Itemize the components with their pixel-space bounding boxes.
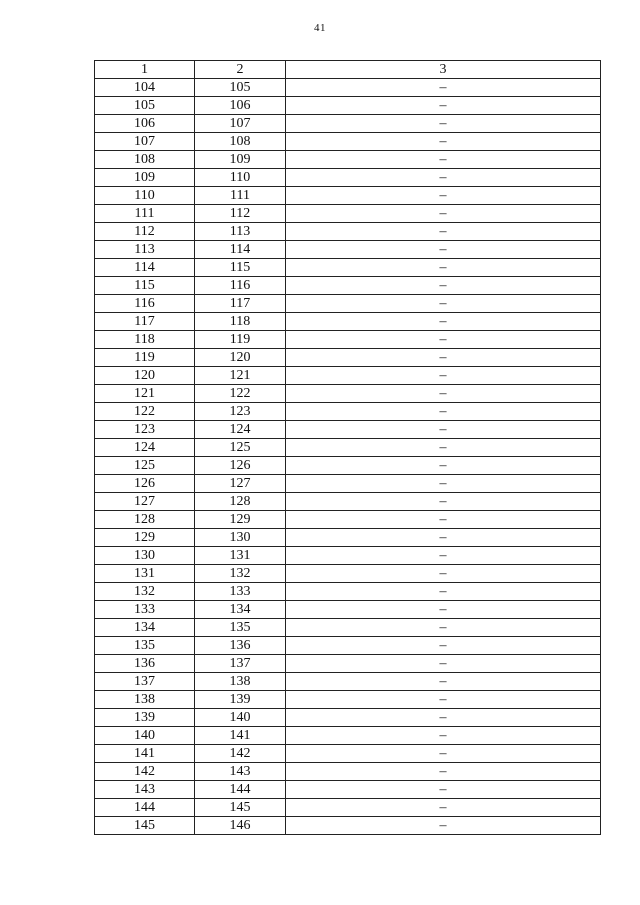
table-row (95, 547, 601, 565)
page-number: 41 (314, 22, 326, 34)
table-cell-col-1: 123 (95, 421, 195, 439)
table-row (95, 259, 601, 277)
table-cell-col-3: – (286, 241, 601, 259)
table-row (95, 97, 601, 115)
table-cell-col-2: 127 (195, 475, 286, 493)
table-cell-col-2: 144 (195, 781, 286, 799)
table-row (95, 619, 601, 637)
table-cell-col-3: – (286, 529, 601, 547)
table-cell-col-2: 132 (195, 565, 286, 583)
table-cell-col-2: 146 (195, 817, 286, 835)
table-body (95, 79, 601, 835)
table-header (95, 61, 601, 79)
table-cell-col-3: – (286, 439, 601, 457)
table-cell-col-3: – (286, 619, 601, 637)
table-cell-col-2: 125 (195, 439, 286, 457)
table-cell-col-1: 106 (95, 115, 195, 133)
table-cell-col-2: 129 (195, 511, 286, 529)
table-row (95, 241, 601, 259)
table-cell-col-3: – (286, 493, 601, 511)
table-cell-col-1: 110 (95, 187, 195, 205)
table-row (95, 799, 601, 817)
table-cell-col-3: – (286, 457, 601, 475)
table-cell-col-2: 106 (195, 97, 286, 115)
table-row (95, 439, 601, 457)
table-cell-col-1: 141 (95, 745, 195, 763)
table-cell-col-1: 144 (95, 799, 195, 817)
table-cell-col-2: 142 (195, 745, 286, 763)
table-cell-col-1: 140 (95, 727, 195, 745)
table-cell-col-2: 105 (195, 79, 286, 97)
table-row (95, 457, 601, 475)
table-cell-col-1: 145 (95, 817, 195, 835)
table-cell-col-2: 108 (195, 133, 286, 151)
table-cell-col-3: – (286, 511, 601, 529)
table-cell-col-3: – (286, 169, 601, 187)
table-cell-col-3: – (286, 97, 601, 115)
table-cell-col-3: – (286, 799, 601, 817)
table-cell-col-3: – (286, 709, 601, 727)
table-cell-col-1: 133 (95, 601, 195, 619)
table-row (95, 583, 601, 601)
table-row (95, 781, 601, 799)
table-cell-col-2: 134 (195, 601, 286, 619)
table-cell-col-1: 137 (95, 673, 195, 691)
column-header-2: 2 (195, 61, 286, 79)
table-cell-col-2: 107 (195, 115, 286, 133)
table-row (95, 673, 601, 691)
table-cell-col-2: 118 (195, 313, 286, 331)
table-cell-col-1: 116 (95, 295, 195, 313)
table-row (95, 655, 601, 673)
table-row (95, 691, 601, 709)
table-cell-col-3: – (286, 565, 601, 583)
table-cell-col-3: – (286, 727, 601, 745)
table-row (95, 709, 601, 727)
table-cell-col-1: 113 (95, 241, 195, 259)
table-cell-col-1: 114 (95, 259, 195, 277)
table-row (95, 385, 601, 403)
table-cell-col-1: 111 (95, 205, 195, 223)
table-row (95, 313, 601, 331)
table-cell-col-1: 132 (95, 583, 195, 601)
data-table (94, 60, 601, 835)
table-cell-col-2: 130 (195, 529, 286, 547)
table-cell-col-1: 121 (95, 385, 195, 403)
table-cell-col-2: 128 (195, 493, 286, 511)
table-cell-col-1: 112 (95, 223, 195, 241)
table-cell-col-3: – (286, 205, 601, 223)
table-row (95, 565, 601, 583)
table-row (95, 745, 601, 763)
table-cell-col-2: 145 (195, 799, 286, 817)
table-row (95, 223, 601, 241)
table-cell-col-1: 134 (95, 619, 195, 637)
table-cell-col-3: – (286, 601, 601, 619)
table-cell-col-3: – (286, 367, 601, 385)
table-cell-col-1: 118 (95, 331, 195, 349)
table-cell-col-2: 126 (195, 457, 286, 475)
table-cell-col-3: – (286, 313, 601, 331)
table-row (95, 151, 601, 169)
table-cell-col-1: 139 (95, 709, 195, 727)
table-row (95, 403, 601, 421)
table-row (95, 187, 601, 205)
column-header-1: 1 (95, 61, 195, 79)
table-cell-col-3: – (286, 403, 601, 421)
table-cell-col-1: 108 (95, 151, 195, 169)
table-cell-col-3: – (286, 79, 601, 97)
table-cell-col-1: 131 (95, 565, 195, 583)
table-cell-col-3: – (286, 277, 601, 295)
table-cell-col-3: – (286, 673, 601, 691)
table-header-row (95, 61, 601, 79)
table-row (95, 421, 601, 439)
table-cell-col-2: 139 (195, 691, 286, 709)
table-row (95, 511, 601, 529)
table-cell-col-3: – (286, 637, 601, 655)
table-cell-col-1: 120 (95, 367, 195, 385)
table-cell-col-1: 109 (95, 169, 195, 187)
table-cell-col-3: – (286, 259, 601, 277)
table-cell-col-2: 116 (195, 277, 286, 295)
table-row (95, 349, 601, 367)
table-cell-col-2: 122 (195, 385, 286, 403)
table-cell-col-1: 115 (95, 277, 195, 295)
table-cell-col-2: 141 (195, 727, 286, 745)
table-cell-col-1: 136 (95, 655, 195, 673)
table-cell-col-2: 119 (195, 331, 286, 349)
table-cell-col-2: 135 (195, 619, 286, 637)
table-row (95, 331, 601, 349)
table-row (95, 475, 601, 493)
table-cell-col-2: 117 (195, 295, 286, 313)
table-cell-col-3: – (286, 691, 601, 709)
table-row (95, 637, 601, 655)
table-cell-col-2: 114 (195, 241, 286, 259)
table-cell-col-1: 142 (95, 763, 195, 781)
table-cell-col-3: – (286, 115, 601, 133)
table-cell-col-3: – (286, 151, 601, 169)
table-cell-col-3: – (286, 475, 601, 493)
table-cell-col-2: 115 (195, 259, 286, 277)
column-header-3: 3 (286, 61, 601, 79)
table-cell-col-3: – (286, 349, 601, 367)
table-cell-col-3: – (286, 295, 601, 313)
table-cell-col-2: 143 (195, 763, 286, 781)
table-cell-col-3: – (286, 763, 601, 781)
table-row (95, 277, 601, 295)
table-cell-col-1: 122 (95, 403, 195, 421)
table-cell-col-1: 130 (95, 547, 195, 565)
table-cell-col-2: 121 (195, 367, 286, 385)
table-cell-col-2: 120 (195, 349, 286, 367)
table-cell-col-2: 113 (195, 223, 286, 241)
table-cell-col-2: 131 (195, 547, 286, 565)
table-cell-col-3: – (286, 133, 601, 151)
table-cell-col-1: 127 (95, 493, 195, 511)
table-cell-col-1: 129 (95, 529, 195, 547)
table-cell-col-2: 137 (195, 655, 286, 673)
table-cell-col-2: 123 (195, 403, 286, 421)
table-cell-col-1: 124 (95, 439, 195, 457)
table-row (95, 817, 601, 835)
table-cell-col-3: – (286, 223, 601, 241)
table-cell-col-2: 112 (195, 205, 286, 223)
table-cell-col-3: – (286, 331, 601, 349)
table-row (95, 529, 601, 547)
table-cell-col-2: 110 (195, 169, 286, 187)
table-cell-col-3: – (286, 385, 601, 403)
table-cell-col-1: 107 (95, 133, 195, 151)
table-cell-col-1: 138 (95, 691, 195, 709)
table-cell-col-2: 136 (195, 637, 286, 655)
table-cell-col-3: – (286, 583, 601, 601)
table-cell-col-1: 125 (95, 457, 195, 475)
table-cell-col-2: 140 (195, 709, 286, 727)
table-row (95, 133, 601, 151)
table-row (95, 205, 601, 223)
table-cell-col-3: – (286, 421, 601, 439)
table-row (95, 115, 601, 133)
table-cell-col-1: 143 (95, 781, 195, 799)
table-cell-col-2: 124 (195, 421, 286, 439)
table-cell-col-2: 133 (195, 583, 286, 601)
table-row (95, 79, 601, 97)
table-row (95, 727, 601, 745)
table-cell-col-3: – (286, 745, 601, 763)
table-cell-col-1: 119 (95, 349, 195, 367)
table-row (95, 601, 601, 619)
table-cell-col-1: 135 (95, 637, 195, 655)
table-cell-col-2: 111 (195, 187, 286, 205)
table-cell-col-3: – (286, 781, 601, 799)
table-row (95, 295, 601, 313)
table-cell-col-2: 109 (195, 151, 286, 169)
table-cell-col-1: 128 (95, 511, 195, 529)
table-cell-col-1: 105 (95, 97, 195, 115)
table-row (95, 763, 601, 781)
table-cell-col-3: – (286, 547, 601, 565)
table-cell-col-2: 138 (195, 673, 286, 691)
table-cell-col-1: 126 (95, 475, 195, 493)
table-cell-col-3: – (286, 817, 601, 835)
table-cell-col-3: – (286, 655, 601, 673)
table-cell-col-3: – (286, 187, 601, 205)
table-cell-col-1: 104 (95, 79, 195, 97)
table-row (95, 367, 601, 385)
table-row (95, 493, 601, 511)
table-cell-col-1: 117 (95, 313, 195, 331)
table-row (95, 169, 601, 187)
